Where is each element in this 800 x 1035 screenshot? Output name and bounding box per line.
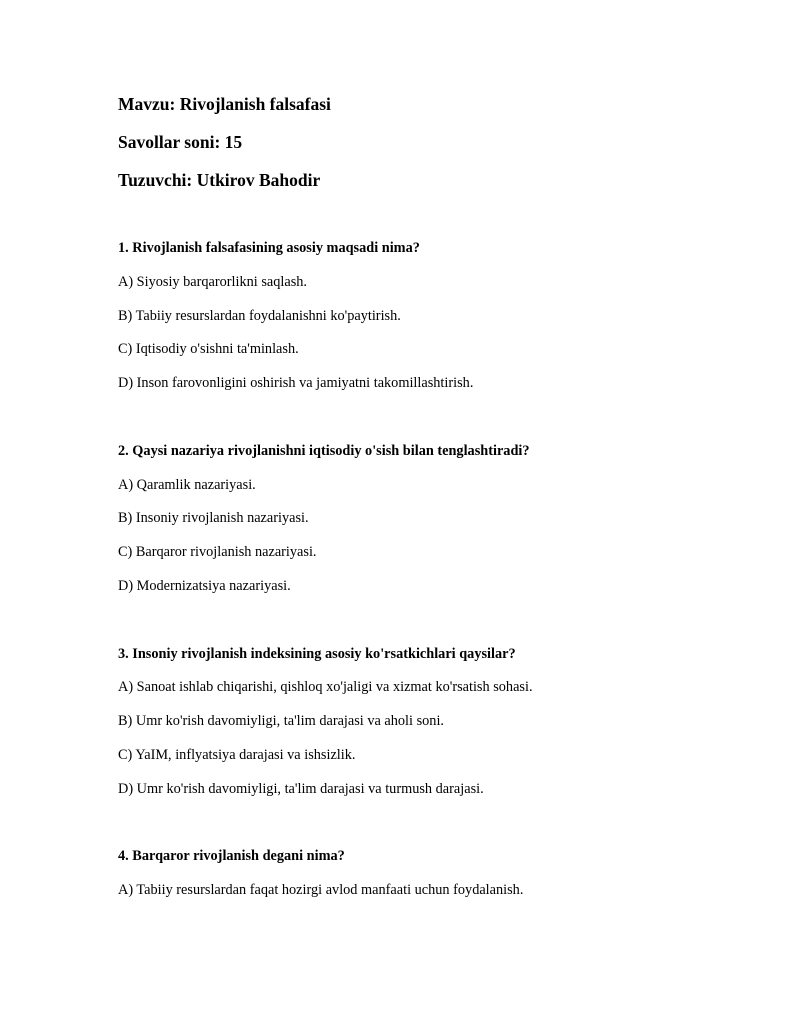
answer-option: A) Siyosiy barqarorlikni saqlash. [118,274,308,290]
answer-option: B) Umr ko'rish davomiyligi, ta'lim darajasi va aholi soni. [118,713,444,729]
answer-option: C) YaIM, inflyatsiya darajasi va ishsizlik. [118,747,356,763]
answer-option: B) Insoniy rivojlanish nazariyasi. [118,510,309,526]
question-title: 1. Rivojlanish falsafasining asosiy maqsadi nima? [118,240,420,256]
answer-option: B) Tabiiy resurslardan foydalanishni ko'paytirish. [118,308,401,324]
question-title: 4. Barqaror rivojlanish degani nima? [118,848,345,864]
answer-option: C) Barqaror rivojlanish nazariyasi. [118,544,317,560]
answer-option: C) Iqtisodiy o'sishni ta'minlash. [118,341,299,357]
topic-heading: Mavzu: Rivojlanish falsafasi [118,94,331,114]
answer-option: A) Sanoat ishlab chiqarishi, qishloq xo'jaligi va xizmat ko'rsatish sohasi. [118,679,533,695]
question-title: 2. Qaysi nazariya rivojlanishni iqtisodiy o'sish bilan tenglashtiradi? [118,443,530,459]
answer-option: D) Inson farovonligini oshirish va jamiyatni takomillashtirish. [118,375,474,391]
author-heading: Tuzuvchi: Utkirov Bahodir [118,170,321,190]
answer-option: D) Modernizatsiya nazariyasi. [118,578,291,594]
question-count-heading: Savollar soni: 15 [118,132,243,152]
answer-option: D) Umr ko'rish davomiyligi, ta'lim darajasi va turmush darajasi. [118,781,484,797]
question-title: 3. Insoniy rivojlanish indeksining asosiy ko'rsatkichlari qaysilar? [118,646,516,662]
answer-option: A) Tabiiy resurslardan faqat hozirgi avlod manfaati uchun foydalanish. [118,882,524,898]
answer-option: A) Qaramlik nazariyasi. [118,477,256,493]
